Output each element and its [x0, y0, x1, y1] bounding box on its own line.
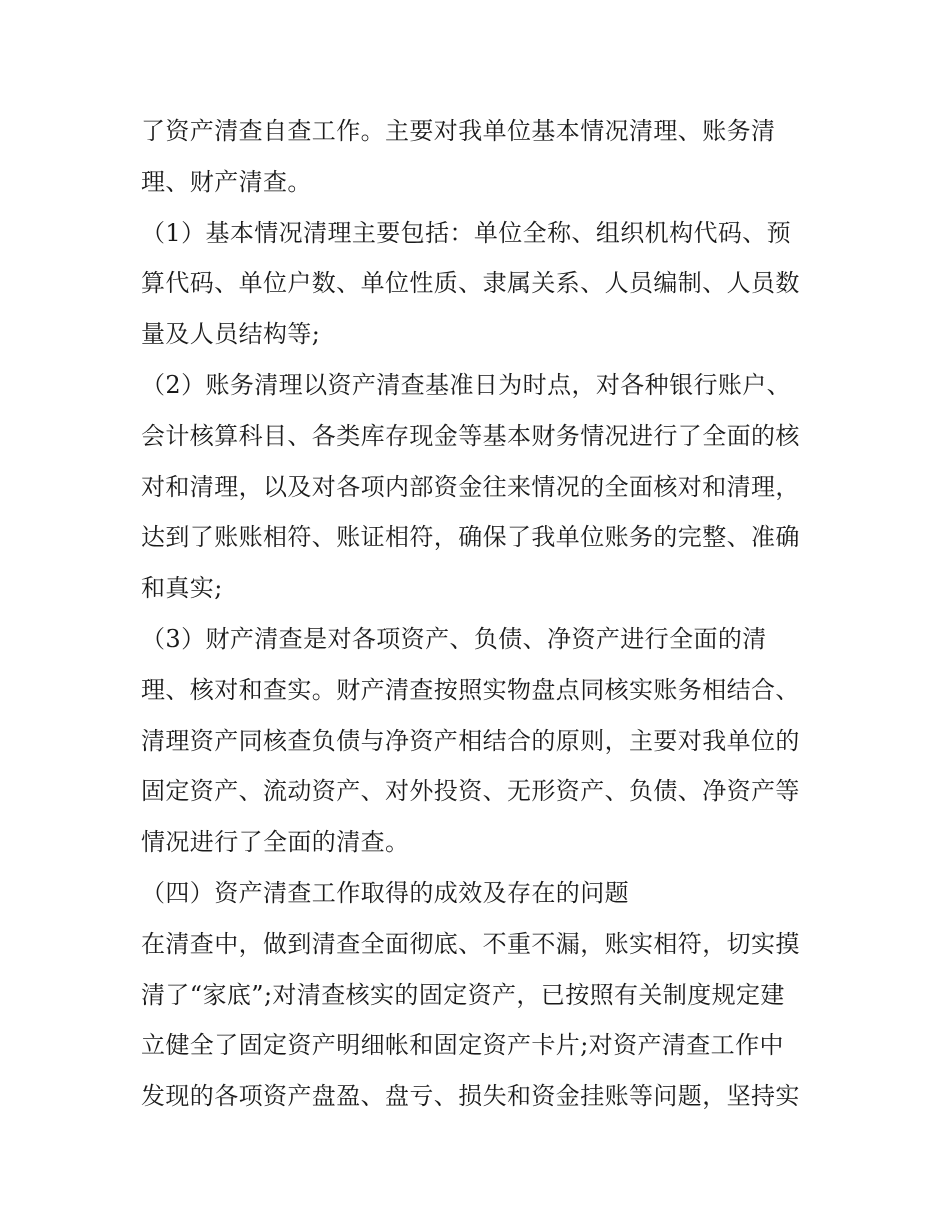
text-line: 清理资产同核查负债与净资产相结合的原则，主要对我单位的 [141, 726, 800, 755]
text-line: 立健全了固定资产明细帐和固定资产卡片;对资产清查工作中 [141, 1031, 784, 1060]
text-line: 理、财产清查。 [141, 167, 312, 196]
section-heading: （四）资产清查工作取得的成效及存在的问题 [141, 878, 629, 907]
text-line: 了资产清查自查工作。主要对我单位基本情况清理、账务清 [141, 117, 776, 145]
text-line: 会计核算科目、各类库存现金等基本财务情况进行了全面的核 [141, 421, 800, 450]
text-line: 达到了账账相符、账证相符，确保了我单位账务的完整、准确 [141, 523, 800, 552]
text-line: 和真实; [141, 574, 223, 603]
text-line: 固定资产、流动资产、对外投资、无形资产、负债、净资产等 [141, 777, 800, 806]
text-line: 情况进行了全面的清查。 [141, 828, 410, 857]
text-line: 对和清理，以及对各项内部资金往来情况的全面核对和清理， [141, 472, 800, 501]
text-line: 发现的各项资产盘盈、盘亏、损失和资金挂账等问题，坚持实 [141, 1082, 800, 1111]
text-line: 理、核对和查实。财产清查按照实物盘点同核实账务相结合、 [141, 675, 800, 704]
text-line: 算代码、单位户数、单位性质、隶属关系、人员编制、人员数 [141, 269, 800, 298]
text-line: （3）财产清查是对各项资产、负债、净资产进行全面的清 [141, 624, 767, 653]
text-line: （1）基本情况清理主要包括：单位全称、组织机构代码、预 [141, 218, 792, 247]
text-line: （2）账务清理以资产清查基准日为时点，对各种银行账户、 [141, 370, 792, 399]
document-body [141, 106, 821, 1122]
text-line: 在清查中，做到清查全面彻底、不重不漏，账实相符，切实摸 [141, 929, 800, 958]
text-line: 清了“家底”;对清查核实的固定资产，已按照有关制度规定建 [141, 980, 785, 1009]
text-line: 量及人员结构等; [141, 320, 321, 349]
